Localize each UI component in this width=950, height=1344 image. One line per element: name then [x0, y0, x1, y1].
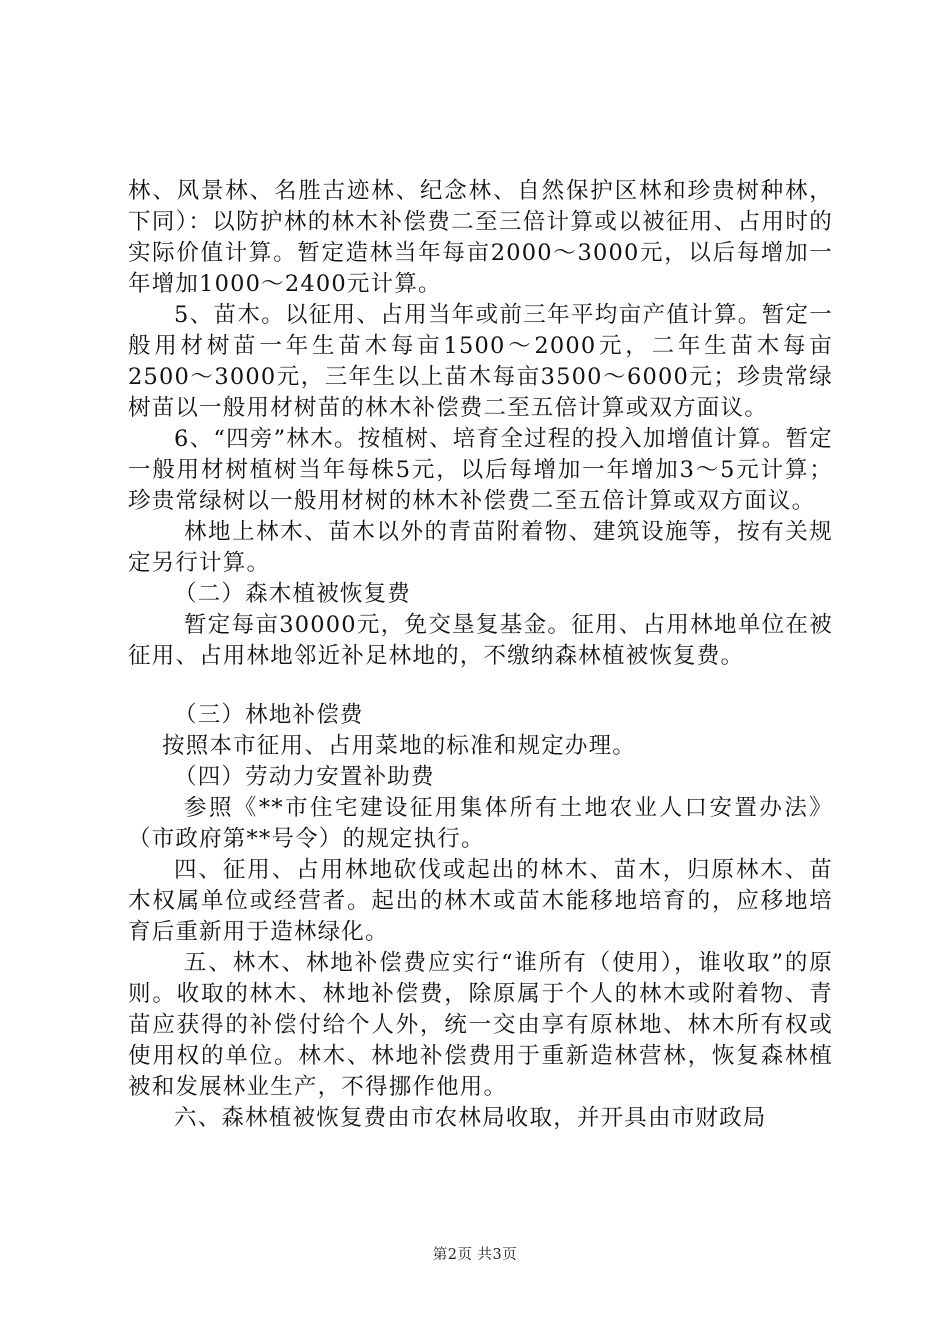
paragraph-forest-continued: 林、风景林、名胜古迹林、纪念林、自然保护区林和珍贵树种林，下同）：以防护林的林木补偿费二至三倍计算或以被征用、占用时的实际价值计算。暂定造林当年每亩2000～3000元，以后每增加一年增加1000～2400元计算。: [128, 178, 833, 297]
heading-forest-land-compensation: （三）林地补偿费: [174, 702, 364, 728]
document-body: [128, 176, 833, 1134]
paragraph-section-5: 五、林木、林地补偿费应实行“谁所有（使用），谁收取”的原则。收取的林木、林地补偿费，除原属于个人的林木或附着物、青苗应获得的补偿付给个人外，统一交由享有原林地、林木所有权或使用权的单位。林木、林地补偿费用于重新造林营林，恢复森林植被和发展林业生产，不得挪作他用。: [128, 950, 833, 1100]
paragraph-section-6: 六、森林植被恢复费由市农林局收取，并开具由市财政局: [174, 1105, 767, 1131]
paragraph-vegetation-restoration: 暂定每亩30000元，免交垦复基金。征用、占用林地单位在被征用、占用林地邻近补足林地的，不缴纳森林植被恢复费。: [128, 612, 833, 669]
paragraph-item-5-seedlings: 5、苗木。以征用、占用当年或前三年平均亩产值计算。暂定一般用材树苗一年生苗木每亩1500～2000元，二年生苗木每亩2500～3000元，三年生以上苗木每亩3500～6000元；珍贵常绿树苗以一般用材树苗的林木补偿费二至五倍计算或双方面议。: [128, 302, 833, 421]
page-number-footer: 第2页 共3页: [432, 1247, 518, 1263]
paragraph-item-6-four-side-trees: 6、“四旁”林木。按植树、培育全过程的投入加增值计算。暂定一般用材树植树当年每株5元，以后每增加一年增加3～5元计算；珍贵常绿树以一般用材树的林木补偿费二至五倍计算或双方面议。: [128, 426, 833, 514]
paragraph-labor-resettlement: 参照《**市住宅建设征用集体所有土地农业人口安置办法》（市政府第**号令）的规定执行。: [128, 795, 833, 852]
heading-labor-resettlement-subsidy: （四）劳动力安置补助费: [174, 764, 435, 790]
paragraph-other-attachments: 林地上林木、苗木以外的青苗附着物、建筑设施等，按有关规定另行计算。: [128, 519, 833, 576]
paragraph-section-4: 四、征用、占用林地砍伐或起出的林木、苗木，归原林木、苗木权属单位或经营者。起出的林木或苗木能移地培育的，应移地培育后重新用于造林绿化。: [128, 857, 833, 945]
heading-vegetation-restoration-fee: （二）森木植被恢复费: [174, 581, 412, 607]
paragraph-gap: [128, 672, 833, 700]
paragraph-forest-land-compensation: 按照本市征用、占用菜地的标准和规定办理。: [162, 733, 637, 759]
